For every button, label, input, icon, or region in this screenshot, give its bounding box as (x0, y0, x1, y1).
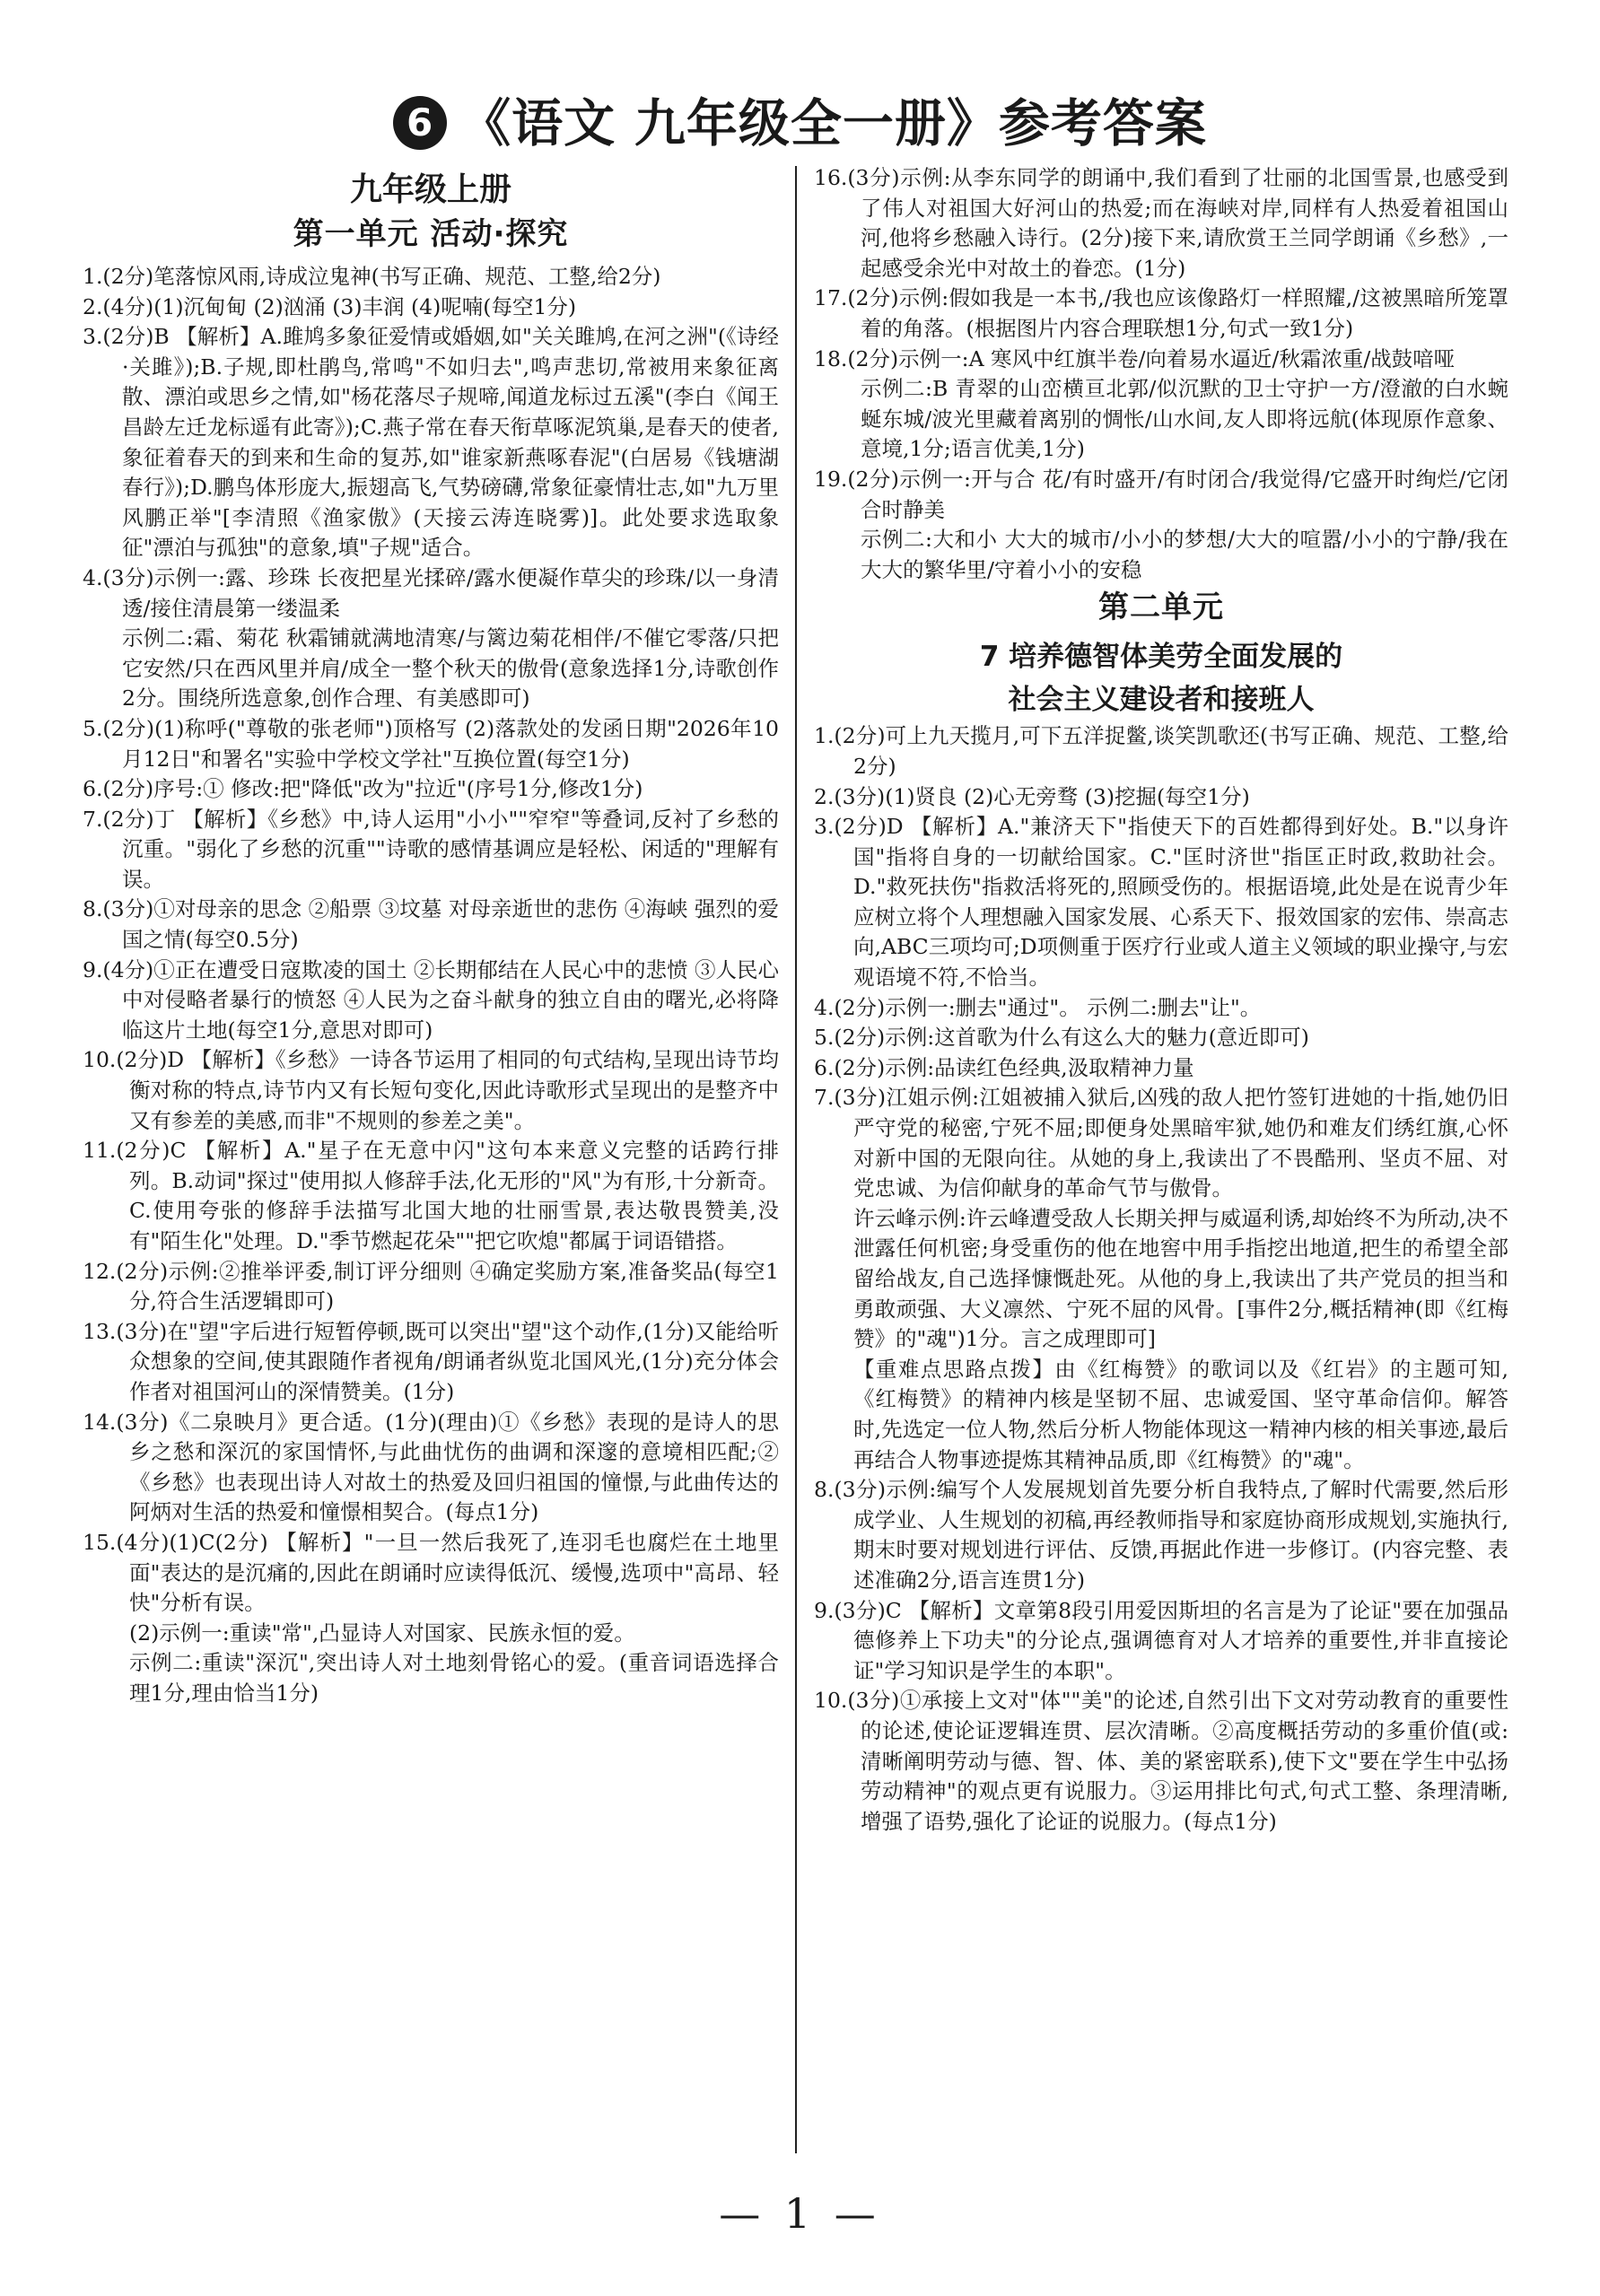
book-heading: 九年级上册 (349, 171, 511, 208)
answer-item: 9.(3分)C 【解析】文章第8段引用爱因斯坦的名言是为了论证"要在加强品德修养上下功夫"的分论点,强调德育对人才培养的重要性,并非直接论证"学习知识是学生的本职"。 (814, 1597, 1508, 1683)
answer-item: 7.(3分)江姐示例:江姐被捕入狱后,凶残的敌人把竹签钉进她的十指,她仍旧严守党的秘密,宁死不屈;即便身处黑暗牢狱,她仍和难友们绣红旗,心怀对新中国的无限向往。从她的身上,我读出了不畏酷刑、坚贞不屈、对党忠诚、为信仰献身的革命气节与傲骨。 (814, 1085, 1508, 1201)
answer-continuation: 示例二:霜、菊花 秋霜铺就满地清寒/与篱边菊花相伴/不催它零落/只把它安然/只在西风里并肩/成全一整个秋天的傲骨(意象选择1分,诗歌创作2分。围绕所选意象,创作合理、有美感即可) (122, 625, 779, 711)
title-badge: 6 (393, 96, 447, 150)
page-title (0, 83, 1600, 156)
answer-continuation: 示例二:大和小 大大的城市/小小的梦想/大大的喧嚣/小小的宁静/我在大大的繁华里/守着小小的安稳 (861, 527, 1508, 582)
answer-item: 8.(3分)①对母亲的思念 ②船票 ③坟墓 对母亲逝世的悲伤 ④海峡 强烈的爱国之情(每空0.5分) (83, 896, 779, 953)
answer-item: 13.(3分)在"望"字后进行短暂停顿,既可以突出"望"这个动作,(1分)又能给听众想象的空间,使其跟随作者视角/朗诵者纵览北国风光,(1分)充分体会作者对祖国河山的深情赞美。(1分) (83, 1318, 779, 1404)
answer-item: 7.(2分)丁 【解析】《乡愁》中,诗人运用"小小""窄窄"等叠词,反衬了乡愁的沉重。"弱化了乡愁的沉重""诗歌的感情基调应是轻松、闲适的"理解有误。 (83, 806, 779, 892)
right-answer-list-1 (814, 163, 1508, 585)
answer-item: 10.(3分)①承接上文对"体""美"的论述,自然引出下文对劳动教育的重要性的论述,使论证逻辑连贯、层次清晰。②高度概括劳动的多重价值(或:清晰阐明劳动与德、智、体、美的紧密联系),使下文"要在学生中弘扬劳动精神"的观点更有说服力。③运用排比句式,句式工整、条理清晰,增强了语势,强化了论证的说服力。(每点1分) (814, 1688, 1508, 1834)
answer-item: 8.(3分)示例:编写个人发展规划首先要分析自我特点,了解时代需要,然后形成学业、人生规划的初稿,再经教师指导和家庭协商形成规划,实施执行,期末时要对规划进行评估、反馈,再据此作进一步修订。(内容完整、表述准确2分,语言连贯1分) (814, 1477, 1508, 1593)
title-text: 《语文 九年级全一册》参考答案 (459, 94, 1207, 153)
answer-item: 6.(2分)示例:品读红色经典,汲取精神力量 (814, 1054, 1194, 1080)
answer-continuation: 示例二:B 青翠的山峦横亘北郭/似沉默的卫士守护一方/澄澈的白水蜿蜒东城/波光里藏着离别的惆怅/山水间,友人即将远航(体现原作意象、意境,1分;语言优美,1分) (861, 376, 1508, 462)
answer-item: 4.(3分)示例一:露、珍珠 长夜把星光揉碎/露水便凝作草尖的珍珠/以一身清透/接住清晨第一缕温柔 (83, 564, 779, 621)
right-column (814, 163, 1508, 2152)
page-number: — 1 — (719, 2189, 881, 2238)
answer-item: 10.(2分)D 【解析】《乡愁》一诗各节运用了相同的句式结构,呈现出诗节均衡对称的特点,诗节内又有长短句变化,因此诗歌形式呈现出的是整齐中又有参差的美感,而非"不规则的参差之美"。 (83, 1047, 779, 1133)
answer-item: 6.(2分)序号:① 修改:把"降低"改为"拉近"(序号1分,修改1分) (83, 776, 643, 802)
answer-item: 1.(2分)笔落惊风雨,诗成泣鬼神(书写正确、规范、工整,给2分) (83, 264, 661, 289)
answer-item: 1.(2分)可上九天揽月,可下五洋捉鳖,谈笑凯歌还(书写正确、规范、工整,给2分) (814, 723, 1508, 779)
answer-item: 3.(2分)D 【解析】A."兼济天下"指使天下的百姓都得到好处。B."以身许国"指将自身的一切献给国家。C."匡时济世"指匡正时政,救助社会。D."救死扶伤"指救活将死的,照顾受伤的。根据语境,此处是在说青少年应树立将个人理想融入国家发展、心系天下、报效国家的宏伟、崇高志向,ABC三项均可;D项侧重于医疗行业或人道主义领域的职业操守,与宏观语境不符,不恰当。 (814, 814, 1508, 991)
answer-item: 18.(2分)示例一:A 寒风中红旗半卷/向着易水逼近/秋霜浓重/战鼓喑哑 (814, 345, 1456, 371)
answer-item: 19.(2分)示例一:开与合 花/有时盛开/有时闭合/我觉得/它盛开时绚烂/它闭合时静美 (814, 466, 1508, 522)
left-answer-list (83, 262, 779, 1709)
column-divider (795, 166, 797, 2153)
answer-item: 4.(2分)示例一:删去"通过"。 示例二:删去"让"。 (814, 994, 1262, 1020)
unit-heading-1: 第一单元 活动·探究 (293, 216, 569, 252)
answer-item: 5.(2分)示例:这首歌为什么有这么大的魅力(意近即可) (814, 1025, 1309, 1051)
answer-item: 2.(4分)(1)沉甸甸 (2)汹涌 (3)丰润 (4)呢喃(每空1分) (83, 293, 577, 319)
answer-continuation: 【重难点思路点拨】由《红梅赞》的歌词以及《红岩》的主题可知,《红梅赞》的精神内核是坚韧不屈、忠诚爱国、坚守革命信仰。解答时,先选定一位人物,然后分析人物能体现这一精神内核的相关事迹,最后再结合人物事迹提炼其精神品质,即《红梅赞》的"魂"。 (853, 1356, 1508, 1472)
answer-item: 17.(2分)示例:假如我是一本书,/我也应该像路灯一样照耀,/这被黑暗所笼罩着的角落。(根据图片内容合理联想1分,句式一致1分) (814, 285, 1508, 341)
answer-item: 12.(2分)示例:②推举评委,制订评分细则 ④确定奖励方案,准备奖品(每空1分,符合生活逻辑即可) (83, 1258, 779, 1314)
answer-item: 3.(2分)B 【解析】A.雎鸠多象征爱情或婚姻,如"关关雎鸠,在河之洲"(《诗经·关雎》);B.子规,即杜鹃鸟,常鸣"不如归去",鸣声悲切,常被用来象征离散、漂泊或思乡之情,如"杨花落尽子规啼,闻道龙标过五溪"(李白《闻王昌龄左迁龙标遥有此寄》);C.燕子常在春天衔草啄泥筑巢,是春天的使者,象征着春天的到来和生命的复苏,如"谁家新燕啄春泥"(白居易《钱塘湖春行》);D.鹏鸟体形庞大,振翅高飞,气势磅礴,常象征豪情壮志,如"九万里风鹏正举"[李清照《渔家傲》(天接云涛连晓雾)]。此处要求选取象征"漂泊与孤独"的意象,填"子规"适合。 (83, 324, 779, 561)
answer-item: 11.(2分)C 【解析】A."星子在无意中闪"这句本来意义完整的话跨行排列。B.动词"探过"使用拟人修辞手法,化无形的"风"为有形,十分新奇。C.使用夸张的修辞手法描写北国大地的壮丽雪景,表达敬畏赞美,没有"陌生化"处理。D."季节燃起花朵""把它吹熄"都属于词语错搭。 (83, 1138, 779, 1253)
answer-continuation: (2)示例一:重读"常",凸显诗人对国家、民族永恒的爱。 (129, 1619, 635, 1646)
answer-continuation: 示例二:重读"深沉",突出诗人对土地刻骨铭心的爱。(重音词语选择合理1分,理由恰当1分) (129, 1650, 779, 1706)
lesson-heading-line2: 社会主义建设者和接班人 (1008, 684, 1315, 717)
right-answer-list-2 (814, 721, 1508, 1837)
answer-item: 5.(2分)(1)称呼("尊敬的张老师")顶格写 (2)落款处的发函日期"2026年10月12日"和署名"实验中学校文学社"互换位置(每空1分) (83, 715, 779, 772)
answer-item: 2.(3分)(1)贤良 (2)心无旁骛 (3)挖掘(每空1分) (814, 783, 1250, 809)
answer-item: 9.(4分)①正在遭受日寇欺凌的国土 ②长期郁结在人民心中的悲愤 ③人民心中对侵略者暴行的愤怒 ④人民为之奋斗献身的独立自由的曙光,必将降临这片土地(每空1分,意思对即可) (83, 956, 779, 1043)
answer-item: 15.(4分)(1)C(2分) 【解析】"一旦一然后我死了,连羽毛也腐烂在土地里面"表达的是沉痛的,因此在朗诵时应读得低沉、缓慢,选项中"高昂、轻快"分析有误。 (83, 1529, 779, 1616)
answer-item: 14.(3分)《二泉映月》更合适。(1分)(理由)①《乡愁》表现的是诗人的思乡之愁和深沉的家国情怀,与此曲忧伤的曲调和深邃的意境相匹配;②《乡愁》也表现出诗人对故土的热爱及回归祖国的憧憬,与此曲传达的阿炳对生活的热爱和憧憬相契合。(每点1分) (83, 1409, 779, 1525)
left-column (83, 169, 779, 2152)
answer-continuation: 许云峰示例:许云峰遭受敌人长期关押与威逼利诱,却始终不为所动,决不泄露任何机密;身受重伤的他在地窖中用手指挖出地道,把生的希望全部留给战友,自己选择慷慨赴死。从他的身上,我读出了共产党员的担当和勇敢顽强、大义凛然、宁死不屈的风骨。[事件2分,概括精神(即《红梅赞》的"魂")1分。言之成理即可] (853, 1205, 1508, 1352)
answer-item: 16.(3分)示例:从李东同学的朗诵中,我们看到了壮丽的北国雪景,也感受到了伟人对祖国大好河山的热爱;而在海峡对岸,同样有人热爱着祖国山河,他将乡愁融入诗行。(2分)接下来,请欣赏王兰同学朗诵《乡愁》,一起感受余光中对故土的眷恋。(1分) (814, 165, 1508, 281)
lesson-heading-line1: 7 培养德智体美劳全面发展的 (979, 641, 1343, 674)
unit-heading-2: 第二单元 (1098, 589, 1224, 626)
